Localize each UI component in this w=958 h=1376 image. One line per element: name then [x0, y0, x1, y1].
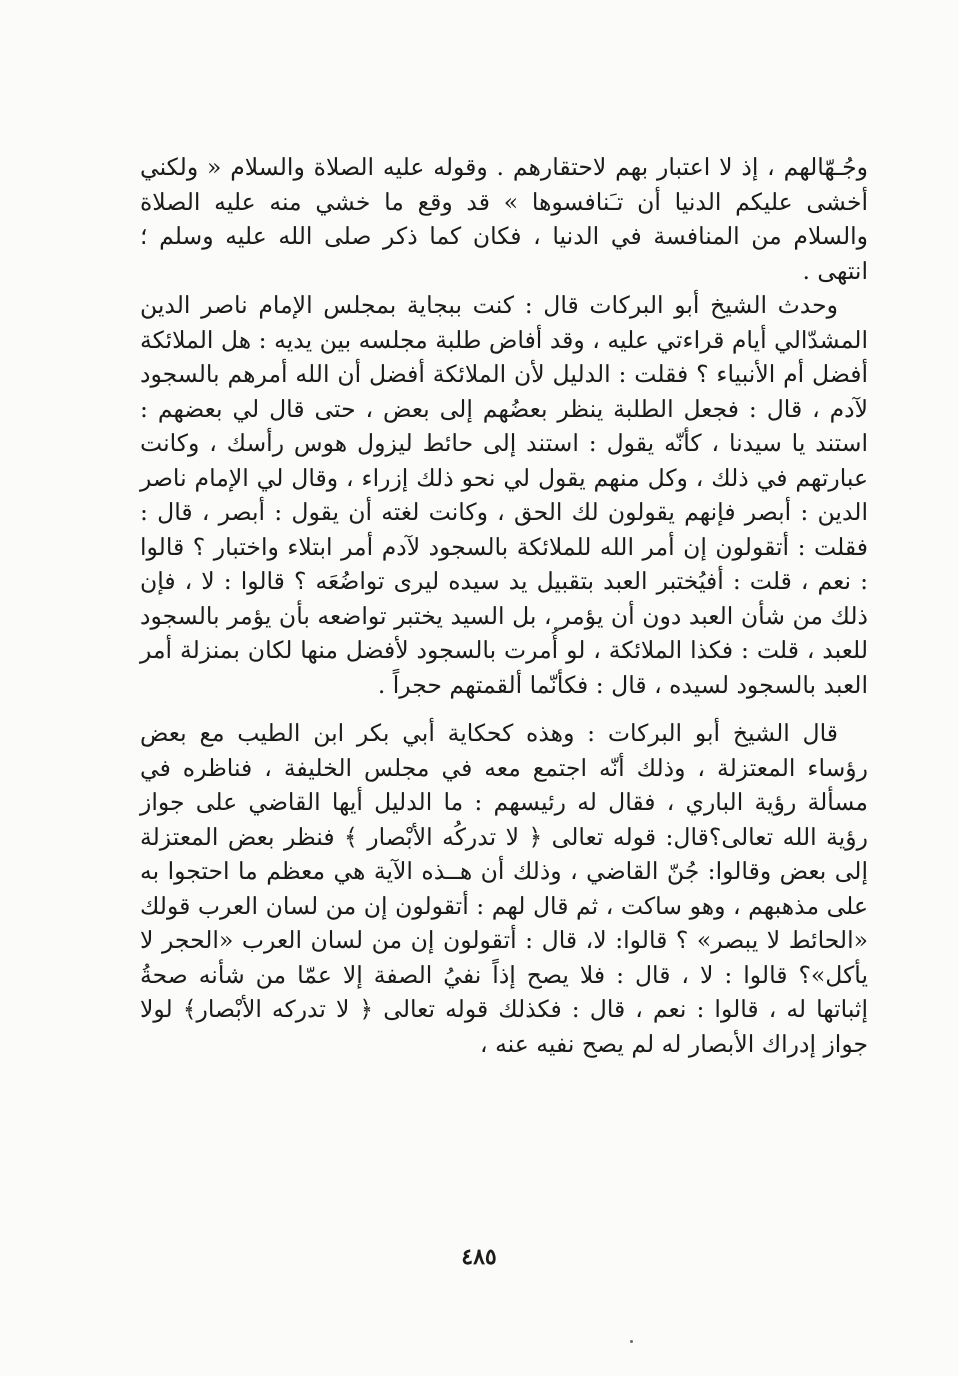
- paragraph-1: وجُـهّالهم ، إذ لا اعتبار بهم لاحتقارهم . وقوله عليه الصلاة والسلام « ولكني أخشى عليكم الدنيا أن تـَنافسوها » قد وقع ما خشي منه عليه الصلاة والسلام من المنافسة في الدنيا ، فكان كما ذكر صلى الله عليه وسلم ؛ انتهى .: [140, 153, 868, 285]
- paragraph-3: قال الشيخ أبو البركات : وهذه كحكاية أبي بكر ابن الطيب مع بعض رؤساء المعتزلة ، وذلك أنّه اجتمع معه في مجلس الخليفة ، فناظره في مسألة رؤية الباري ، فقال له رئيسهم : ما الدليل أيها القاضي على جواز رؤية الله تعالى؟قال: قوله تعالى ﴿ لا تدركُه الأبْصار ﴾ فنظر بعض المعتزلة إلى بعض وقالوا: جُنّ القاضي ، وذلك أن هــذه الآية هي معظم ما احتجوا به على مذهبهم ، وهو ساكت ، ثم قال لهم : أتقولون إن من لسان العرب قولك «الحائط لا يبصر» ؟ قالوا: لا، قال : أتقولون إن من لسان العرب «الحجر لا يأكل»؟ قالوا : لا ، قال : فلا يصح إذاً نفيُ الصفة إلا عمّا من شأنه صحةُ إثباتها له ، قالوا : نعم ، قال : فكذلك قوله تعالى ﴿ لا تدركه الأبْصار﴾ لولا جواز إدراك الأبصار له لم يصح نفيه عنه ،: [140, 719, 868, 1058]
- scan-speck: [630, 1340, 633, 1343]
- paragraph-2: وحدث الشيخ أبو البركات قال : كنت ببجاية بمجلس الإمام ناصر الدين المشدّالي أيام قراءتي عليه ، وقد أفاض طلبة مجلسه بين يديه : هل الملائكة أفضل أم الأنبياء ؟ فقلت : الدليل لأن الملائكة أفضل أن الله أمرهم بالسجود لآدم ، قال : فجعل الطلبة ينظر بعضُهم إلى بعض ، حتى قال لي بعضهم : استند يا سيدنا ، كأنّه يقول : استند إلى حائط ليزول هوس رأسك ، وكانت عبارتهم في ذلك ، وكل منهم يقول لي نحو ذلك إزراء ، وقال لي الإمام ناصر الدين : أبصر فإنهم يقولون لك الحق ، وكانت لغته أن يقول : أبصر ، قال : فقلت : أتقولون إن أمر الله للملائكة بالسجود لآدم أمر ابتلاء واختبار ؟ قالوا : نعم ، قلت : أفيُختبر العبد بتقبيل يد سيده ليرى تواضُعَه ؟ قالوا : لا ، فإن ذلك من شأن العبد دون أن يؤمر ، بل السيد يختبر تواضعه بأن يؤمر بالسجود للعبد ، قلت : فكذا الملائكة ، لو أُمرت بالسجود لأفضل منها لكان بمنزلة أمر العبد بالسجود لسيده ، قال : فكأنّما ألقمتهم حجراً .: [140, 291, 868, 699]
- page-number: ٤٨٥: [461, 1244, 497, 1270]
- body-text: [140, 150, 868, 1061]
